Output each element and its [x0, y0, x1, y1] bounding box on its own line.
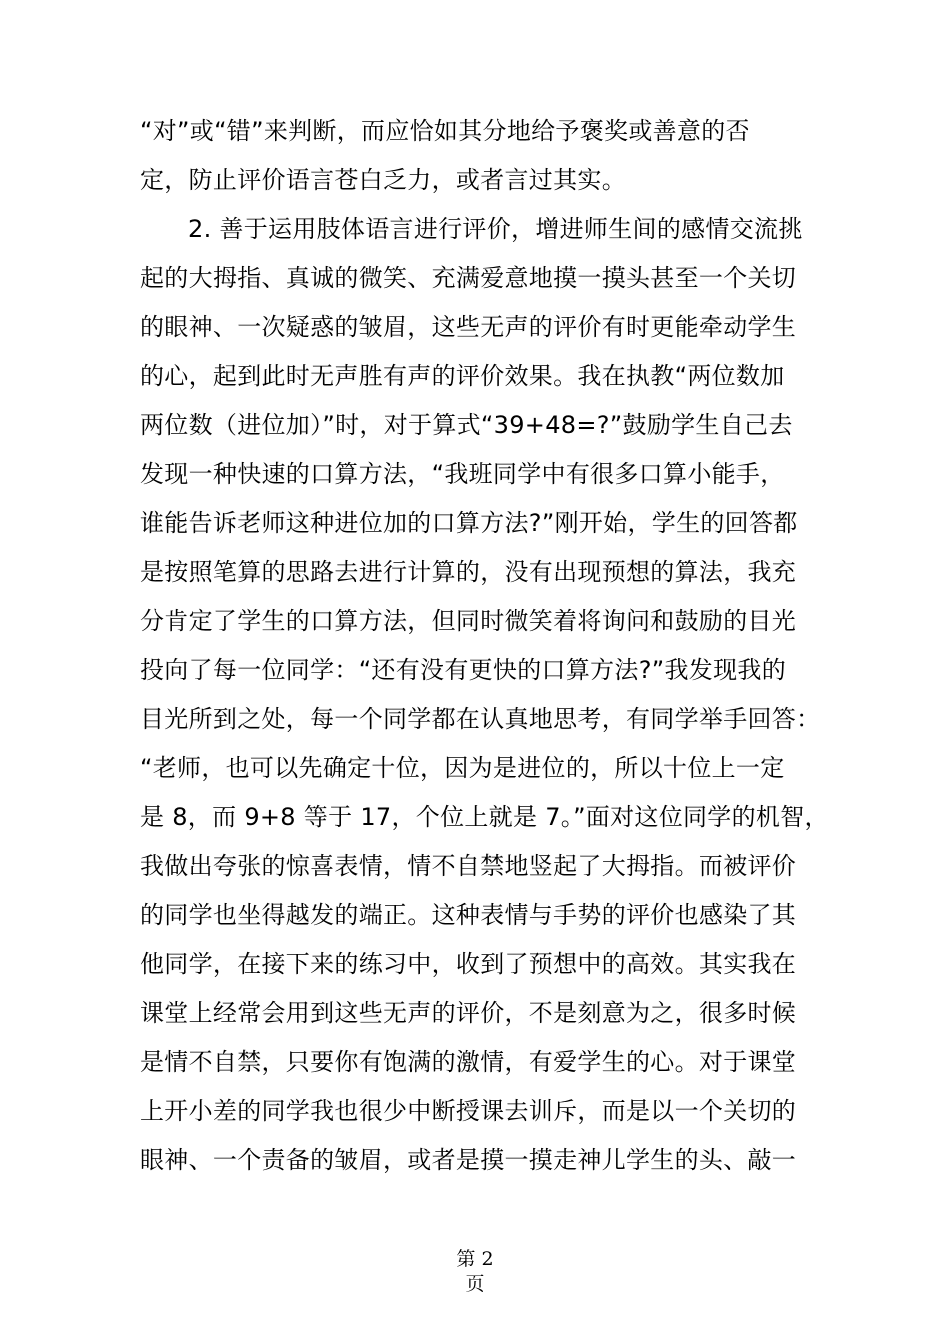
- document-body: [140, 107, 829, 1185]
- page-number-line2: 页: [465, 1273, 485, 1295]
- text-line: 是按照笔算的思路去进行计算的，没有出现预想的算法，我充: [140, 558, 797, 586]
- text-line: 是 8，而 9+8 等于 17，个位上就是 7。”面对这位同学的机智，: [140, 803, 829, 831]
- text-line: 谁能告诉老师这种进位加的口算方法?”刚开始，学生的回答都: [140, 509, 798, 537]
- page-number: [0, 1247, 950, 1297]
- text-line: 分肯定了学生的口算方法，但同时微笑着将询问和鼓励的目光: [140, 607, 797, 635]
- text-line: 目光所到之处，每一个同学都在认真地思考，有同学举手回答：: [140, 705, 821, 733]
- text-line: 上开小差的同学我也很少中断授课去训斥，而是以一个关切的: [140, 1097, 797, 1125]
- text-line: 的眼神、一次疑惑的皱眉，这些无声的评价有时更能牵动学生: [140, 313, 797, 341]
- text-line: 投向了每一位同学：“还有没有更快的口算方法?”我发现我的: [140, 656, 787, 684]
- text-line: 发现一种快速的口算方法，“我班同学中有很多口算小能手，: [140, 460, 785, 488]
- text-line: “老师，也可以先确定十位，因为是进位的，所以十位上一定: [140, 754, 785, 782]
- text-line: 起的大拇指、真诚的微笑、充满爱意地摸一摸头甚至一个关切: [140, 264, 797, 292]
- text-line: 的同学也坐得越发的端正。这种表情与手势的评价也感染了其: [140, 901, 797, 929]
- text-line: “对”或“错”来判断，而应恰如其分地给予褒奖或善意的否: [140, 117, 750, 145]
- text-line: 定，防止评价语言苍白乏力，或者言过其实。: [140, 166, 626, 194]
- text-line: 是情不自禁，只要你有饱满的激情，有爱学生的心。对于课堂: [140, 1048, 797, 1076]
- text-line: 2. 善于运用肢体语言进行评价，增进师生间的感情交流挑: [188, 215, 803, 243]
- text-line: 两位数（进位加）”时，对于算式“39+48=?”鼓励学生自己去: [140, 411, 793, 439]
- text-line: 他同学，在接下来的练习中，收到了预想中的高效。其实我在: [140, 950, 797, 978]
- text-line: 课堂上经常会用到这些无声的评价，不是刻意为之，很多时候: [140, 999, 797, 1027]
- text-line: 眼神、一个责备的皱眉，或者是摸一摸走神儿学生的头、敲一: [140, 1146, 797, 1174]
- text-line: 的心，起到此时无声胜有声的评价效果。我在执教“两位数加: [140, 362, 785, 390]
- text-line: 我做出夸张的惊喜表情，情不自禁地竖起了大拇指。而被评价: [140, 852, 797, 880]
- page-number-line1: 第 2: [456, 1248, 494, 1270]
